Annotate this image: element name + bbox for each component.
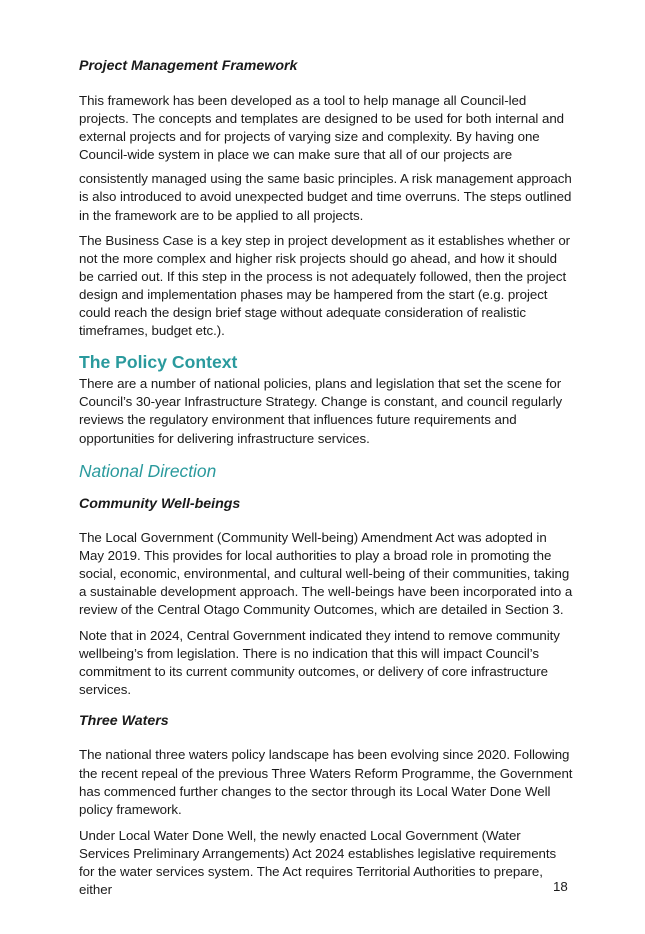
- paragraph-three-waters-1: The national three waters policy landscape has been evolving since 2020. Following the recent repeal of the previous Three Waters Reform Programme, the Government has commenced further changes to the sector through its Local Water Done Well policy framework.: [79, 747, 573, 817]
- paragraph-pm-3: The Business Case is a key step in project development as it establishes whether or not the more complex and higher risk projects should go ahead, and how it should be carried out. If this step in the process is not adequately followed, then the project design and implementation phases may be hampered from the start (e.g. project could reach the design brief stage without adequate consideration of realistic timeframes, budget etc.).: [79, 232, 571, 339]
- heading-national-direction: National Direction: [79, 460, 217, 481]
- heading-policy-context: The Policy Context: [79, 352, 238, 373]
- paragraph-three-waters-2: Under Local Water Done Well, the newly enacted Local Government (Water Services Preliminary Arrangements) Act 2024 establishes legislative requirements for the water services system. The Act requires Territorial Authorities to prepare, either: [79, 827, 557, 898]
- page-number: 18: [553, 879, 568, 894]
- paragraph-pm-2: consistently managed using the same basic principles. A risk management approach is also introduced to avoid unexpected budget and time overruns. The steps outlined in the framework are to be applied to all projects.: [79, 171, 572, 223]
- paragraph-pm-1: This framework has been developed as a tool to help manage all Council-led projects. The concepts and templates are designed to be used for both internal and external projects and for projects of varying size and complexity. By having one Council-wide system in place we can make sure that all of our projects are: [79, 93, 565, 163]
- paragraph-wellbeings-2: Note that in 2024, Central Government indicated they intend to remove community wellbeing’s from legislation. There is no indication that this will impact Council’s commitment to its current community outcomes, or delivery of core infrastructure services.: [79, 628, 560, 698]
- heading-three-waters: Three Waters: [79, 713, 169, 730]
- document-body: [79, 56, 573, 899]
- paragraph-wellbeings-1: The Local Government (Community Well-being) Amendment Act was adopted in May 2019. This provides for local authorities to play a broad role in promoting the social, economic, environmental, and cultural well-being of their communities, taking a sustainable development approach. The well-beings have been incorporated into a review of the Central Otago Community Outcomes, which are detailed in Section 3.: [79, 529, 573, 617]
- heading-community-wellbeings: Community Well-beings: [79, 495, 241, 512]
- paragraph-policy-context: There are a number of national policies, plans and legislation that set the scene for Council’s 30-year Infrastructure Strategy. Change is constant, and council regularly reviews the regulatory environment that influences future requirements and opportunities for delivering infrastructure services.: [79, 376, 563, 446]
- heading-project-management-framework: Project Management Framework: [79, 58, 298, 74]
